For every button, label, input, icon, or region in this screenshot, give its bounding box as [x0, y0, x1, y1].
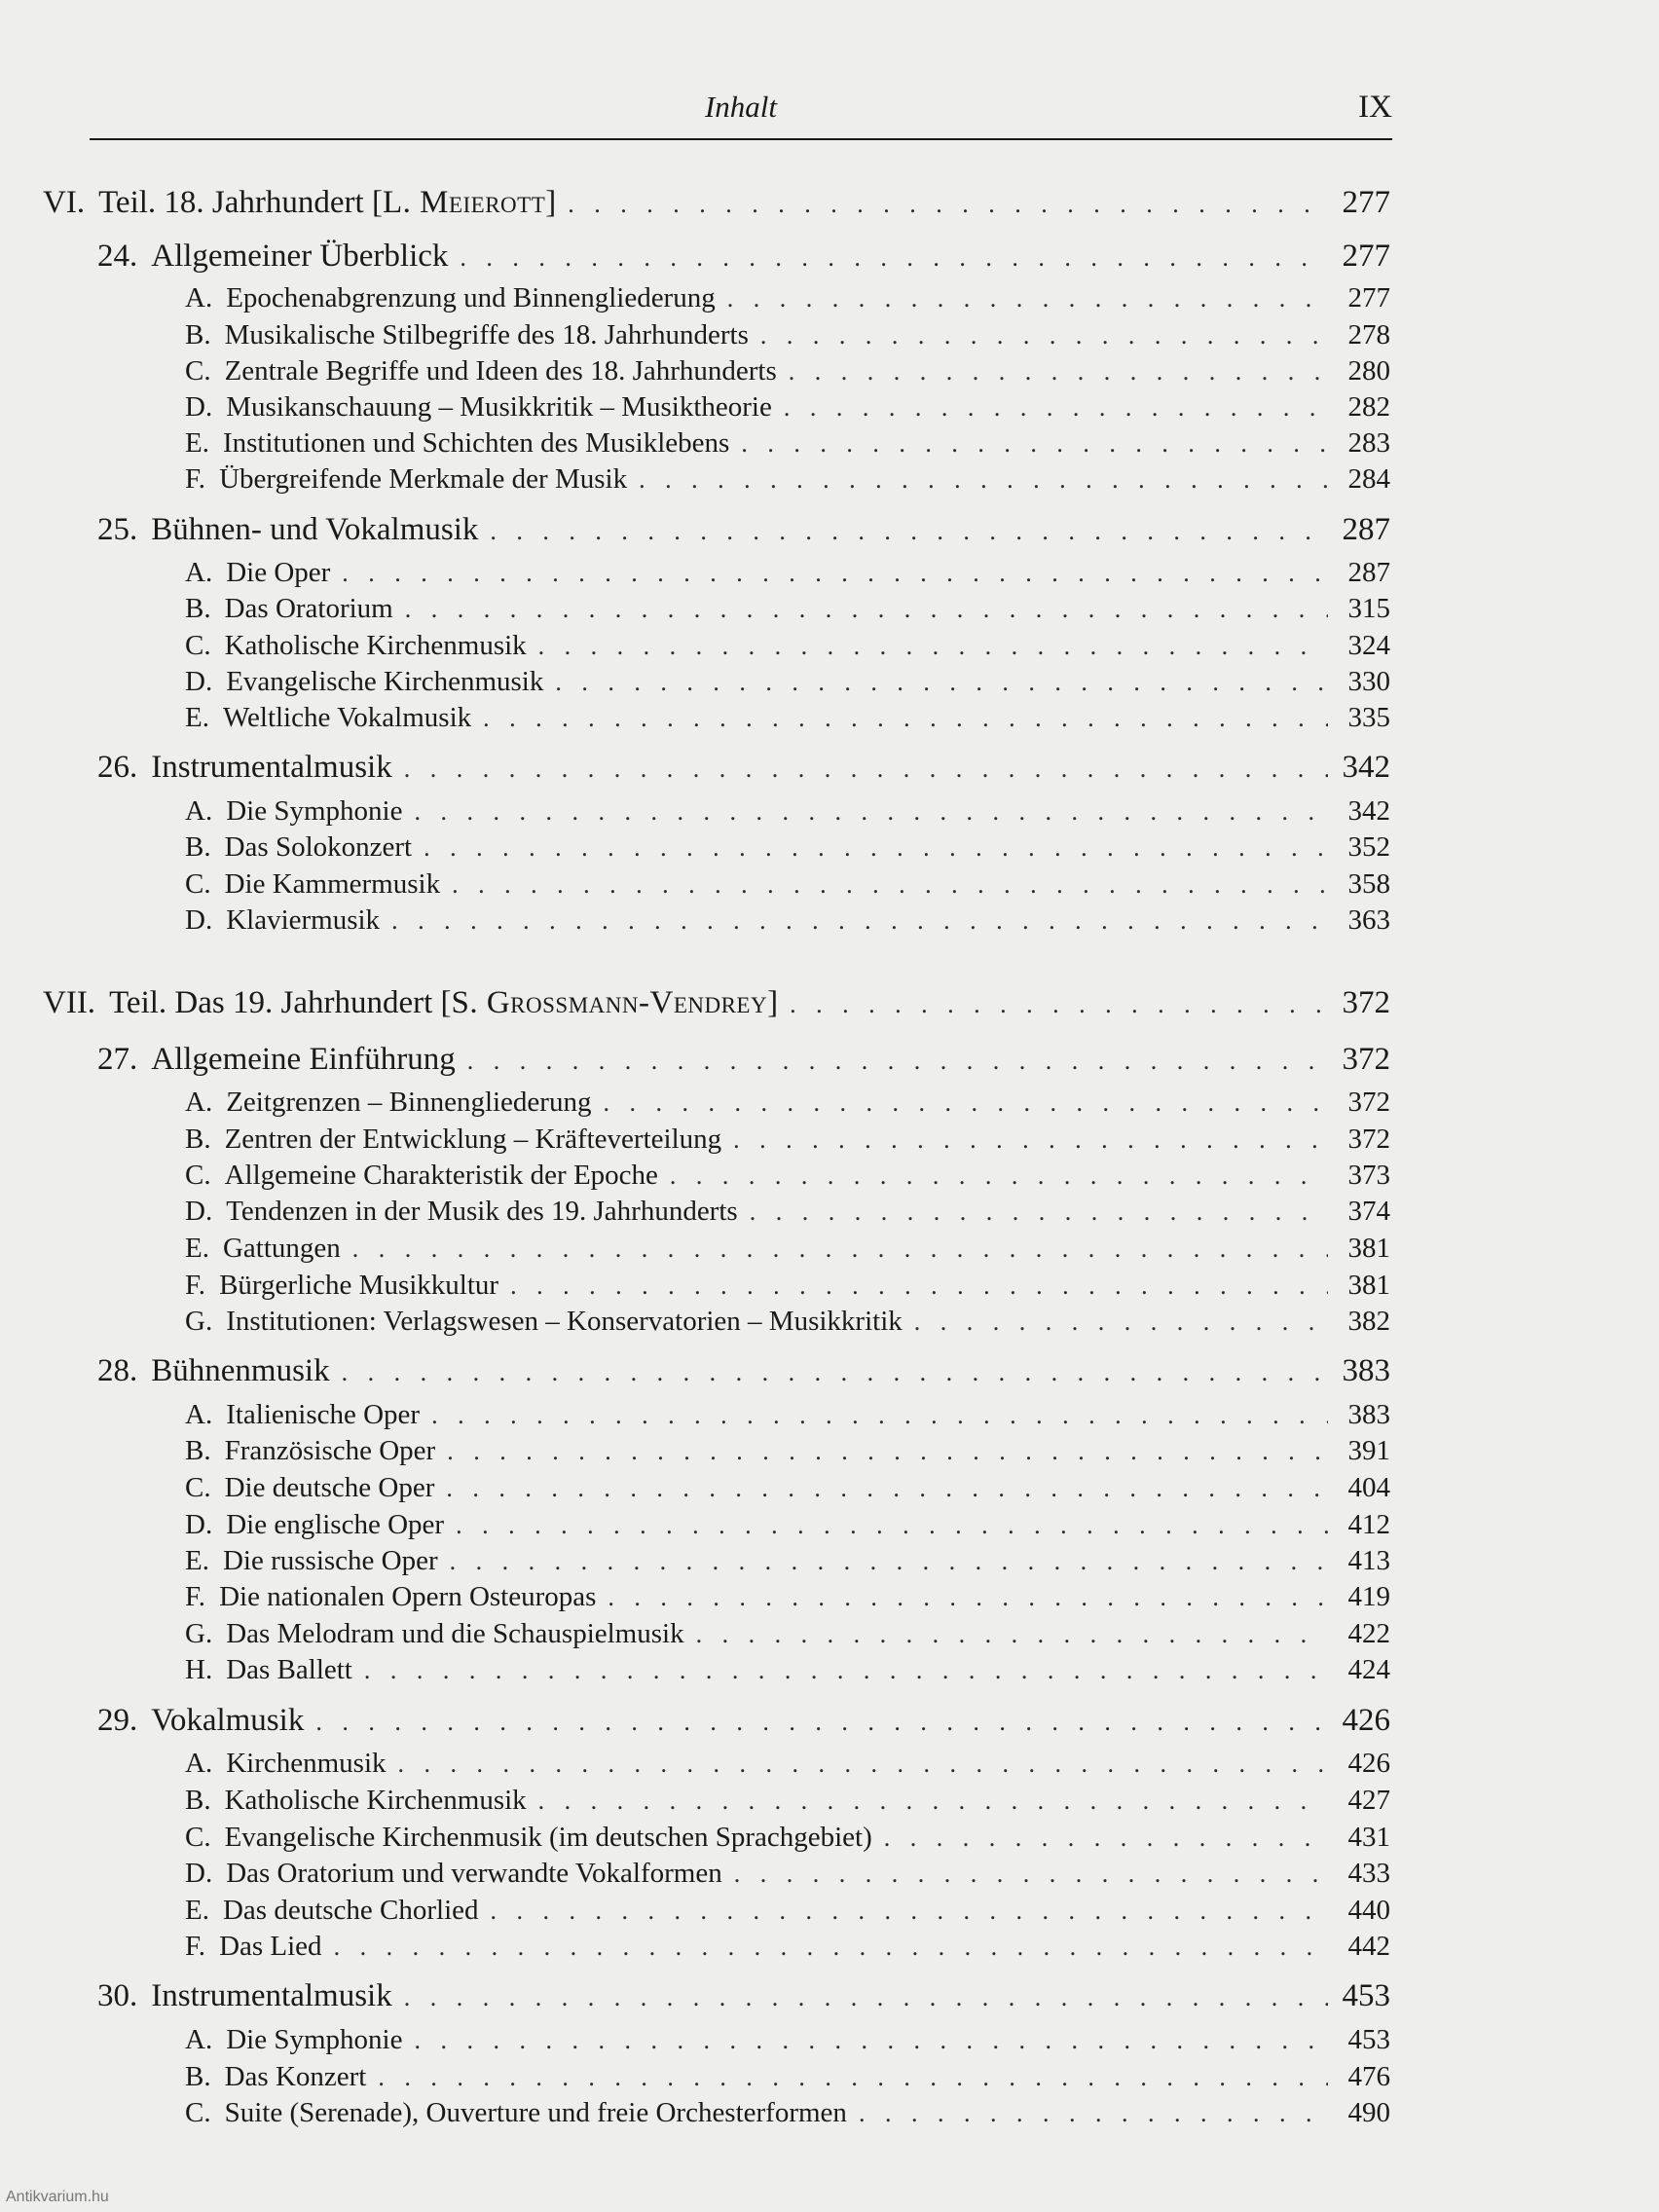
toc-entry-number: D.: [185, 666, 213, 697]
dot-leader: [404, 1983, 1328, 2012]
toc-entry-title: [226, 2024, 402, 2056]
toc-entry-title-text: Bürgerliche Musikkultur: [219, 1270, 499, 1301]
toc-entry-title-text: Das Konzert: [224, 2061, 367, 2092]
toc-entry-page: 284: [1347, 463, 1390, 495]
toc-entry-number: F.: [185, 1581, 206, 1612]
toc-entry-title: [226, 1306, 903, 1338]
toc-entry-page: 372: [1347, 1087, 1390, 1118]
toc-entry-page: 440: [1347, 1895, 1390, 1926]
header-page-number: IX: [1358, 90, 1392, 125]
toc-section-row: [185, 2097, 1390, 2134]
toc-section-row: [185, 2061, 1390, 2098]
toc-entry-number: C.: [185, 630, 211, 661]
toc-entry-title-text: Das Solokonzert: [224, 831, 413, 863]
toc-section-row: [185, 1509, 1390, 1546]
toc-section-row: [185, 1545, 1390, 1582]
toc-entry-title-text: Allgemeine Charakteristik der Epoche: [224, 1160, 658, 1191]
toc-entry-title-text: Klaviermusik: [226, 904, 381, 936]
toc-entry-number: A.: [185, 282, 213, 313]
dot-leader: [334, 1933, 1328, 1962]
toc-entry-page: 419: [1347, 1581, 1390, 1612]
toc-entry-page: 453: [1342, 1978, 1390, 2013]
toc-entry-title-text: Die russische Oper: [222, 1545, 438, 1576]
toc-entry-number: B.: [185, 1124, 211, 1155]
dot-leader: [760, 321, 1328, 350]
toc-entry-title-text: Weltliche Vokalmusik: [222, 702, 472, 733]
toc-entry-author: S. Grossmann-Vendrey: [451, 985, 768, 1020]
toc-entry-title-text: Teil. 18. Jahrhundert [: [98, 185, 383, 220]
toc-entry-page: 372: [1342, 1042, 1390, 1077]
toc-entry-bracket: ]: [767, 985, 779, 1020]
toc-entry-title-text: Die deutsche Oper: [224, 1472, 435, 1503]
dot-leader: [538, 1787, 1328, 1816]
toc-entry-title-text: Das Oratorium: [224, 593, 393, 624]
toc-section-row: [185, 463, 1390, 500]
toc-entry-title-text: Institutionen und Schichten des Musiklebens: [222, 427, 730, 459]
toc-entry-number: F.: [185, 1270, 206, 1301]
toc-entry-title-text: Musikalische Stilbegriffe des 18. Jahrhunderts: [224, 319, 749, 350]
toc-entry-number: B.: [185, 2061, 211, 2092]
toc-section-row: [185, 391, 1390, 428]
toc-section-row: [185, 1931, 1390, 1968]
toc-section-row: [185, 1306, 1390, 1343]
toc-entry-title: [219, 1581, 596, 1613]
toc-entry-title-text: Französische Oper: [224, 1435, 436, 1466]
toc-entry-title-text: Evangelische Kirchenmusik: [226, 666, 544, 697]
dot-leader: [315, 1708, 1328, 1737]
toc-entry-title: [151, 1353, 329, 1389]
dot-leader: [483, 704, 1328, 733]
toc-entry-title: [226, 1654, 352, 1686]
toc-entry-page: 373: [1347, 1160, 1390, 1191]
toc-section-row: [185, 1858, 1390, 1895]
toc-entry-title: [225, 1435, 436, 1467]
toc-chapter-row: [97, 1703, 1390, 1740]
toc-entry-title: [226, 904, 380, 937]
toc-chapter-row: [97, 512, 1390, 549]
toc-entry-title: [109, 985, 778, 1021]
dot-leader: [404, 755, 1328, 784]
toc-entry-number: 27.: [97, 1042, 138, 1077]
toc-entry-page: 287: [1342, 512, 1390, 547]
toc-entry-title: [98, 185, 556, 221]
dot-leader: [639, 465, 1328, 495]
dot-leader: [391, 906, 1328, 936]
toc-entry-number: D.: [185, 1509, 213, 1540]
toc-section-row: [185, 666, 1390, 703]
toc-entry-title-text: Die Oper: [226, 557, 331, 588]
toc-entry-number: A.: [185, 1087, 213, 1118]
toc-entry-title-text: Bühnen- und Vokalmusik: [151, 512, 479, 547]
toc-entry-title: [225, 593, 393, 625]
toc-entry-page: 404: [1347, 1472, 1390, 1503]
dot-leader: [741, 429, 1328, 459]
toc-entry-title-text: Die Kammermusik: [224, 868, 441, 900]
toc-entry-title-text: Institutionen: Verlagswesen – Konservatorien – Musikkritik: [226, 1306, 903, 1337]
toc-entry-title-text: Tendenzen in der Musik des 19. Jahrhunderts: [226, 1196, 738, 1227]
dot-leader: [364, 1656, 1328, 1685]
toc-entry-title-text: Gattungen: [222, 1233, 341, 1264]
toc-entry-title: [226, 282, 716, 314]
toc-entry-title: [226, 795, 402, 828]
dot-leader: [456, 1511, 1328, 1540]
toc-entry-title-text: Zeitgrenzen – Binnengliederung: [226, 1087, 592, 1118]
toc-section-row: [185, 427, 1390, 464]
toc-entry-number: C.: [185, 1822, 211, 1853]
toc-entry-page: 383: [1347, 1399, 1390, 1430]
dot-leader: [467, 1047, 1328, 1076]
toc-entry-number: E.: [185, 1895, 209, 1926]
dot-leader: [414, 797, 1328, 827]
toc-entry-title: [225, 1124, 722, 1156]
toc-entry-title: [226, 1196, 737, 1228]
toc-entry-number: A.: [185, 557, 213, 588]
toc-section-row: [185, 702, 1390, 739]
toc-entry-number: E.: [185, 702, 209, 733]
toc-entry-title: [151, 1978, 391, 2014]
toc-entry-number: B.: [185, 1785, 211, 1816]
dot-leader: [414, 2026, 1328, 2055]
toc-entry-number: H.: [185, 1654, 213, 1685]
dot-leader: [734, 1860, 1328, 1889]
header-title: Inhalt: [704, 90, 778, 124]
dot-leader: [608, 1583, 1328, 1612]
toc-section-row: [185, 1654, 1390, 1691]
toc-entry-number: B.: [185, 319, 211, 350]
toc-entry-number: B.: [185, 1435, 211, 1466]
toc-entry-title-text: Teil. Das 19. Jahrhundert [: [109, 985, 452, 1020]
toc-entry-number: A.: [185, 1748, 213, 1779]
toc-entry-number: B.: [185, 831, 211, 863]
toc-entry-title: [223, 427, 729, 460]
toc-entry-bracket: ]: [545, 185, 557, 220]
toc-entry-number: D.: [185, 391, 213, 423]
toc-section-row: [185, 630, 1390, 667]
dot-leader: [603, 1088, 1328, 1118]
toc-entry-title: [226, 1858, 722, 1890]
toc-entry-number: E.: [185, 1545, 209, 1576]
dot-leader: [696, 1620, 1328, 1649]
toc-entry-page: 433: [1347, 1858, 1390, 1889]
toc-entry-title: [219, 463, 627, 496]
toc-entry-page: 374: [1347, 1196, 1390, 1227]
toc-entry-page: 280: [1347, 355, 1390, 387]
toc-entry-page: 476: [1347, 2061, 1390, 2092]
toc-entry-page: 283: [1347, 427, 1390, 459]
toc-entry-title: [225, 630, 527, 662]
toc-section-row: [185, 1748, 1390, 1785]
toc-entry-title-text: Das Oratorium und verwandte Vokalformen: [226, 1858, 722, 1889]
toc-entry-title: [226, 1748, 386, 1780]
toc-entry-page: 424: [1347, 1654, 1390, 1685]
toc-entry-number: F.: [185, 463, 206, 495]
toc-entry-number: D.: [185, 904, 213, 936]
toc-entry-title: [225, 319, 749, 351]
toc-entry-author: L. Meierott: [382, 185, 546, 220]
toc-entry-page: 282: [1347, 391, 1390, 423]
toc-entry-page: 372: [1342, 985, 1390, 1020]
toc-section-row: [185, 831, 1390, 868]
toc-entry-page: 324: [1347, 630, 1390, 661]
toc-chapter-row: [97, 239, 1390, 276]
toc-entry-title: [151, 512, 478, 548]
toc-entry-number: B.: [185, 593, 211, 624]
toc-entry-title-text: Italienische Oper: [226, 1399, 421, 1430]
toc-entry-number: 29.: [97, 1703, 138, 1738]
toc-entry-page: 431: [1347, 1822, 1390, 1853]
toc-entry-page: 335: [1347, 702, 1390, 733]
toc-entry-page: 352: [1347, 831, 1390, 863]
dot-leader: [431, 1401, 1328, 1430]
toc-section-row: [185, 904, 1390, 941]
toc-entry-number: E.: [185, 427, 209, 459]
toc-entry-title-text: Allgemeiner Überblick: [151, 239, 449, 274]
toc-entry-page: 426: [1347, 1748, 1390, 1779]
toc-section-row: [185, 1399, 1390, 1436]
toc-entry-page: 381: [1347, 1270, 1390, 1301]
toc-entry-number: 30.: [97, 1978, 138, 2013]
dot-leader: [490, 517, 1328, 546]
toc-entry-title: [225, 868, 440, 901]
dot-leader: [510, 1272, 1328, 1301]
toc-entry-title-text: Die englische Oper: [226, 1509, 445, 1540]
toc-entry-page: 427: [1347, 1785, 1390, 1816]
toc-entry-title-text: Evangelische Kirchenmusik (im deutschen Sprachgebiet): [224, 1822, 872, 1853]
toc-section-row: [185, 1160, 1390, 1197]
toc-entry-page: 382: [1347, 1306, 1390, 1337]
toc-entry-title: [225, 2097, 847, 2129]
toc-entry-page: 358: [1347, 868, 1390, 900]
toc-entry-title: [151, 1703, 304, 1739]
toc-entry-title: [223, 702, 471, 734]
toc-section-row: [185, 1270, 1390, 1307]
toc-entry-title-text: Bühnenmusik: [151, 1353, 330, 1388]
toc-section-row: [185, 795, 1390, 832]
toc-entry-number: 28.: [97, 1353, 138, 1388]
toc-entry-page: 287: [1347, 557, 1390, 588]
dot-leader: [352, 1235, 1328, 1264]
dot-leader: [914, 1308, 1328, 1337]
toc-entry-number: F.: [185, 1931, 206, 1962]
toc-entry-page: 277: [1342, 239, 1390, 274]
toc-entry-title: [151, 239, 448, 275]
toc-entry-title: [223, 1895, 479, 1927]
toc-entry-title-text: Zentrale Begriffe und Ideen des 18. Jahrhunderts: [224, 355, 777, 387]
toc-entry-page: 381: [1347, 1233, 1390, 1264]
toc-entry-title-text: Kirchenmusik: [226, 1748, 387, 1779]
toc-section-row: [185, 1581, 1390, 1618]
dot-leader: [447, 1437, 1328, 1466]
toc-entry-title-text: Die nationalen Opern Osteuropas: [219, 1581, 597, 1612]
toc-entry-number: G.: [185, 1306, 213, 1337]
toc-section-row: [185, 1233, 1390, 1270]
dot-leader: [538, 632, 1328, 661]
toc-section-row: [185, 868, 1390, 905]
toc-entry-title: [226, 1509, 444, 1541]
toc-entry-title-text: Suite (Serenade), Ouverture und freie Orchesterformen: [224, 2097, 847, 2128]
watermark: Antikvarium.hu: [6, 2189, 109, 2205]
toc-entry-title-text: Vokalmusik: [151, 1703, 305, 1738]
toc-entry-title: [225, 1785, 527, 1817]
toc-entry-title-text: Das Lied: [219, 1931, 322, 1962]
dot-leader: [859, 2099, 1328, 2128]
toc-entry-page: 383: [1342, 1353, 1390, 1388]
dot-leader: [727, 284, 1328, 313]
toc-entry-number: 26.: [97, 750, 138, 785]
dot-leader: [460, 243, 1328, 273]
toc-section-row: [185, 2024, 1390, 2061]
toc-entry-title-text: Instrumentalmusik: [151, 1978, 392, 2013]
toc-section-row: [185, 1822, 1390, 1859]
dot-leader: [733, 1125, 1328, 1155]
dot-leader: [424, 833, 1328, 863]
toc-entry-page: 363: [1347, 904, 1390, 936]
toc-chapter-row: [97, 1978, 1390, 2015]
toc-section-row: [185, 1785, 1390, 1822]
toc-entry-title: [225, 1472, 435, 1504]
toc-entry-title-text: Übergreifende Merkmale der Musik: [219, 463, 628, 495]
toc-entry-title: [225, 1822, 872, 1854]
toc-entry-title: [226, 1618, 683, 1650]
toc-entry-title-text: Das Ballett: [226, 1654, 352, 1685]
dot-leader: [342, 559, 1328, 588]
toc-section-row: [185, 1435, 1390, 1472]
toc-entry-title-text: Das Melodram und die Schauspielmusik: [226, 1618, 684, 1649]
dot-leader: [398, 1750, 1328, 1779]
toc-entry-page: 315: [1347, 593, 1390, 624]
toc-entry-title-text: Katholische Kirchenmusik: [224, 1785, 527, 1816]
toc-entry-page: 412: [1347, 1509, 1390, 1540]
dot-leader: [446, 1474, 1328, 1503]
toc-section-row: [185, 282, 1390, 319]
toc-entry-page: 342: [1347, 795, 1390, 827]
dot-leader: [342, 1358, 1328, 1387]
dot-leader: [491, 1897, 1328, 1926]
dot-leader: [405, 595, 1328, 624]
toc-section-row: [185, 1618, 1390, 1655]
toc-part-row: [43, 185, 1390, 222]
toc-chapter-row: [97, 750, 1390, 787]
toc-entry-title-text: Die Symphonie: [226, 795, 403, 827]
toc-entry-title-text: Allgemeine Einführung: [151, 1042, 456, 1077]
toc-entry-page: 422: [1347, 1618, 1390, 1649]
toc-entry-title: [223, 1233, 341, 1265]
toc-section-row: [185, 1087, 1390, 1124]
toc-entry-number: D.: [185, 1196, 213, 1227]
toc-entry-title-text: Epochenabgrenzung und Binnengliederung: [226, 282, 716, 313]
toc-entry-title: [225, 355, 777, 387]
toc-entry-title: [226, 1399, 420, 1431]
toc-section-row: [185, 557, 1390, 594]
toc-section-row: [185, 355, 1390, 392]
toc-entry-title: [225, 2061, 367, 2093]
dot-leader: [450, 1547, 1328, 1576]
toc-entry-title: [219, 1931, 322, 1963]
toc-entry-page: 490: [1347, 2097, 1390, 2128]
toc-section-row: [185, 1472, 1390, 1509]
toc-entry-page: 372: [1347, 1124, 1390, 1155]
toc-entry-number: C.: [185, 2097, 211, 2128]
toc-section-row: [185, 1196, 1390, 1233]
toc-entry-number: VI.: [43, 185, 86, 220]
toc-entry-number: C.: [185, 355, 211, 387]
toc-entry-page: 342: [1342, 750, 1390, 785]
toc-chapter-row: [97, 1042, 1390, 1079]
toc-entry-number: C.: [185, 1160, 211, 1191]
toc-entry-title-text: Musikanschauung – Musikkritik – Musiktheorie: [226, 391, 772, 423]
toc-entry-page: 278: [1347, 319, 1390, 350]
toc-entry-number: E.: [185, 1233, 209, 1264]
toc-part-row: [43, 985, 1390, 1022]
dot-leader: [378, 2063, 1328, 2092]
dot-leader: [568, 190, 1328, 219]
toc-entry-number: G.: [185, 1618, 213, 1649]
toc-entry-page: 277: [1342, 185, 1390, 220]
toc-entry-title: [223, 1545, 438, 1577]
toc-entry-title: [226, 391, 772, 424]
toc-entry-page: 277: [1347, 282, 1390, 313]
toc-entry-title: [226, 1087, 591, 1119]
toc-entry-title: [151, 1042, 456, 1078]
toc-entry-number: D.: [185, 1858, 213, 1889]
toc-entry-title: [225, 1160, 658, 1192]
dot-leader: [789, 357, 1328, 387]
toc-entry-number: C.: [185, 868, 211, 900]
dot-leader: [784, 393, 1328, 423]
toc-entry-title: [219, 1270, 498, 1302]
toc-entry-title-text: Die Symphonie: [226, 2024, 403, 2055]
toc-entry-title-text: Zentren der Entwicklung – Kräfteverteilung: [224, 1124, 722, 1155]
toc-section-row: [185, 593, 1390, 630]
dot-leader: [790, 990, 1328, 1019]
toc-entry-number: A.: [185, 795, 213, 827]
toc-entry-number: A.: [185, 1399, 213, 1430]
toc-section-row: [185, 1895, 1390, 1932]
toc-section-row: [185, 319, 1390, 356]
dot-leader: [670, 1161, 1328, 1191]
dot-leader: [884, 1824, 1328, 1853]
toc-entry-title: [226, 666, 543, 698]
toc-entry-number: 24.: [97, 239, 138, 274]
toc-entry-page: 330: [1347, 666, 1390, 697]
toc-entry-page: 413: [1347, 1545, 1390, 1576]
toc-entry-number: 25.: [97, 512, 138, 547]
toc-entry-number: A.: [185, 2024, 213, 2055]
toc-entry-title-text: Das deutsche Chorlied: [222, 1895, 479, 1926]
toc-entry-page: 426: [1342, 1703, 1390, 1738]
toc-entry-title: [226, 557, 330, 589]
toc-entry-page: 453: [1347, 2024, 1390, 2055]
toc-entry-title: [151, 750, 391, 786]
dot-leader: [555, 668, 1328, 697]
toc-entry-number: VII.: [43, 985, 96, 1020]
toc-section-row: [185, 1124, 1390, 1161]
toc-entry-title: [225, 831, 413, 864]
dot-leader: [452, 870, 1328, 900]
toc-entry-page: 442: [1347, 1931, 1390, 1962]
toc-chapter-row: [97, 1353, 1390, 1390]
toc-entry-number: C.: [185, 1472, 211, 1503]
dot-leader: [750, 1198, 1328, 1227]
toc-entry-title-text: Instrumentalmusik: [151, 750, 392, 785]
toc-entry-page: 391: [1347, 1435, 1390, 1466]
toc-entry-title-text: Katholische Kirchenmusik: [224, 630, 527, 661]
